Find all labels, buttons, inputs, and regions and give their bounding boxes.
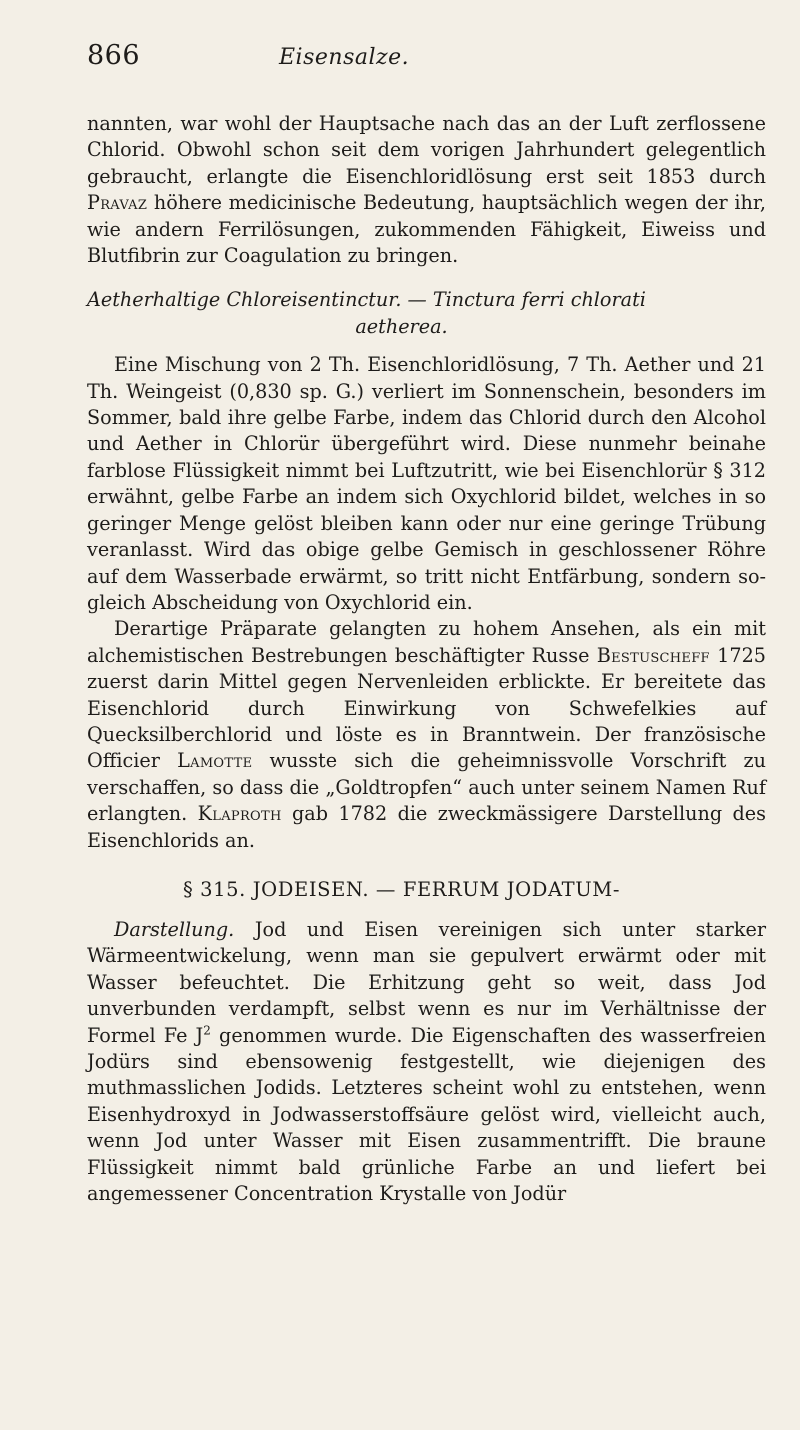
paragraph-chlorid-history [87,111,766,269]
subheading-line: aetherea. [355,314,448,338]
paragraph-praeparate [87,616,766,854]
author-name: Pravaz [87,191,148,215]
subheading-tinctura [87,287,766,340]
paragraph-text: höhere medicinische Bedeutung, hauptsächlich wegen der ihr, wie andern Ferrilösungen, zukommenden Fähigkeit, Eiweiss und Blutfibrin zur Coagulation zu bringen. [87,191,767,268]
page-number: 866 [87,40,141,71]
paragraph-text: wusste sich die geheimnissvolle Vorschrift zu verschaffen, so dass die „Goldtropfen“ auch unter seinem Namen Ruf erlangten. [87,749,766,826]
paragraph-text: gab 1782 die zweckmässigere Darstellung des Eisenchlorids an. [87,802,766,852]
paragraph-mischung: Eine Mischung von 2 Th. Eisenchloridlösung, 7 Th. Aether und 21 Th. Weingeist (0,830 sp. G.) verliert im Sonnenschein, besonders im Sommer, bald ihre gelbe Farbe, indem das Chlorid durch den Alcohol und Aether in Chlorür übergeführt wird. Diese nunmehr beinahe farblose Flüssigkeit nimmt bei Luftzutritt, wie bei Eisenchlorür § 312 erwähnt, gelbe Farbe an indem sich Oxychlorid bildet, welches in so geringer Menge gelöst bleiben kann oder nur eine geringe Trübung veranlasst. Wird das obige gelbe Gemisch in geschlossener Röhre auf dem Wasserbade erwärmt, so tritt nicht Entfärbung, sondern sogleich Abscheidung von Oxychlorid ein. [87,353,766,614]
section-heading-jodeisen: § 315. JODEISEN. — FERRUM JODATUM- [182,877,621,901]
paragraph-text: genommen wurde. Die Eigenschaften des wasserfreien Jodürs sind ebensowenig festgestellt, wie diejenigen des muthmasslichen Jodids. Letzteres scheint wohl zu entstehen, wenn Eisenhydroxyd in Jodwasserstoffsäure gelöst wird, vielleicht auch, wenn Jod unter Wasser mit Eisen zusammentrifft. Die braune Flüssigkeit nimmt bald grünliche Farbe an und liefert bei angemessener Concentration Krystalle von Jodür [87,1023,766,1206]
superscript: 2 [203,1023,211,1038]
paragraph-darstellung [87,917,766,1207]
author-name: Lamotte [177,749,253,773]
running-title: Eisensalze. [279,45,410,70]
paragraph-text: nannten, war wohl der Hauptsache nach das an der Luft zerflossene Chlorid. Obwohl schon seit dem vorigen Jahrhundert gelegentlich gebraucht, erlangte die Eisenchloridlösung erst seit 1853 durch [87,112,766,188]
paragraph-lead: Darstellung. [114,917,235,941]
author-name: Klaproth [197,802,282,826]
paragraph-text: 1725 zuerst darin Mittel gegen Nervenleiden erblickte. Er bereitete das Eisenchlorid durch Einwirkung von Schwefelkies auf Quecksilberchlorid und löste es in Branntwein. Der französische Officier [87,643,766,773]
paragraph-text: Jod und Eisen vereinigen sich unter starker Wärmeentwickelung, wenn man sie gepulvert erwärmt oder mit Wasser befeuchtet. Die Erhitzung geht so weit, dass Jod unverbunden verdampft, selbst wenn es nur im Verhältnisse der Formel Fe J [87,917,766,1047]
running-head [87,40,766,94]
subheading-line: Aetherhaltige Chloreisentinctur. — Tinctura ferri chlorati [87,288,646,312]
author-name: Bestuscheff [596,643,710,667]
paragraph-text: Derartige Präparate gelangten zu hohem Ansehen, als ein mit alchemistischen Bestrebungen beschäftigter Russe [87,617,766,667]
